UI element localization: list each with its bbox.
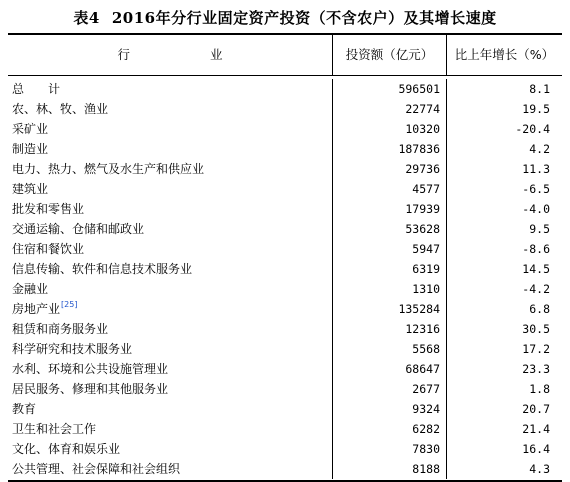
table-row xyxy=(8,239,562,259)
table-header-row xyxy=(8,35,562,76)
table-row xyxy=(8,179,562,199)
table-row xyxy=(8,199,562,219)
growth-cell: -4.0 xyxy=(522,202,550,216)
table-row xyxy=(8,459,562,479)
industry-name: 公共管理、社会保障和社会组织 xyxy=(12,462,181,476)
table-row xyxy=(8,79,562,99)
growth-cell: -20.4 xyxy=(515,122,550,136)
investment-cell: 187836 xyxy=(333,139,447,159)
investment-cell: 8188 xyxy=(333,459,447,479)
growth-cell: 23.3 xyxy=(522,362,550,376)
industry-cell xyxy=(8,419,333,439)
growth-cell: 19.5 xyxy=(522,102,550,116)
industry-cell xyxy=(8,119,333,139)
industry-cell xyxy=(8,79,333,99)
table-row xyxy=(8,419,562,439)
industry-cell xyxy=(8,159,333,179)
investment-cell: 17939 xyxy=(333,199,447,219)
table-number: 表4 xyxy=(73,9,100,27)
growth-cell: -8.6 xyxy=(522,242,550,256)
industry-cell xyxy=(8,299,333,319)
growth-cell: -6.5 xyxy=(522,182,550,196)
investment-cell: 9324 xyxy=(333,399,447,419)
industry-name: 总 计 xyxy=(12,82,61,96)
industry-name: 教育 xyxy=(12,402,37,416)
industry-name: 居民服务、修理和其他服务业 xyxy=(12,382,169,396)
industry-cell xyxy=(8,339,333,359)
growth-cell: 20.7 xyxy=(522,402,550,416)
industry-cell xyxy=(8,179,333,199)
industry-cell xyxy=(8,459,333,479)
industry-name: 房地产业 xyxy=(12,302,61,316)
table-row xyxy=(8,359,562,379)
industry-name: 建筑业 xyxy=(12,182,49,196)
investment-table xyxy=(8,33,562,482)
growth-cell: -4.2 xyxy=(522,282,550,296)
growth-cell: 21.4 xyxy=(522,422,550,436)
industry-cell xyxy=(8,239,333,259)
growth-cell: 9.5 xyxy=(529,222,550,236)
table-row xyxy=(8,219,562,239)
industry-name: 电力、热力、燃气及水生产和供应业 xyxy=(12,162,205,176)
growth-cell: 6.8 xyxy=(529,302,550,316)
header-investment: 投资额（亿元） xyxy=(333,35,447,75)
industry-name: 农、林、牧、渔业 xyxy=(12,102,109,116)
investment-cell: 68647 xyxy=(333,359,447,379)
table-title xyxy=(0,7,570,28)
table-row xyxy=(8,439,562,459)
investment-cell: 10320 xyxy=(333,119,447,139)
industry-cell xyxy=(8,279,333,299)
table-row xyxy=(8,159,562,179)
investment-cell: 12316 xyxy=(333,319,447,339)
table-title-text: 2016年分行业固定资产投资（不含农户）及其增长速度 xyxy=(111,9,497,27)
industry-name: 交通运输、仓储和邮政业 xyxy=(12,222,145,236)
investment-cell: 5568 xyxy=(333,339,447,359)
investment-cell: 53628 xyxy=(333,219,447,239)
growth-cell: 17.2 xyxy=(522,342,550,356)
table-row xyxy=(8,299,562,319)
industry-name: 科学研究和技术服务业 xyxy=(12,342,133,356)
header-industry: 行 业 xyxy=(8,35,333,75)
investment-cell: 6319 xyxy=(333,259,447,279)
growth-cell: 4.3 xyxy=(529,462,550,476)
investment-cell: 596501 xyxy=(333,79,447,99)
industry-cell xyxy=(8,319,333,339)
industry-cell xyxy=(8,379,333,399)
investment-cell: 2677 xyxy=(333,379,447,399)
growth-cell: 4.2 xyxy=(529,142,550,156)
industry-name: 采矿业 xyxy=(12,122,49,136)
industry-name: 金融业 xyxy=(12,282,49,296)
investment-cell: 22774 xyxy=(333,99,447,119)
industry-name: 租赁和商务服务业 xyxy=(12,322,109,336)
industry-cell xyxy=(8,199,333,219)
industry-name: 制造业 xyxy=(12,142,49,156)
industry-name: 住宿和餐饮业 xyxy=(12,242,85,256)
header-growth: 比上年增长（%） xyxy=(454,47,555,62)
investment-cell: 6282 xyxy=(333,419,447,439)
industry-name: 批发和零售业 xyxy=(12,202,85,216)
table-row xyxy=(8,279,562,299)
growth-cell: 16.4 xyxy=(522,442,550,456)
growth-cell: 8.1 xyxy=(529,82,550,96)
industry-name: 卫生和社会工作 xyxy=(12,422,97,436)
table-row xyxy=(8,379,562,399)
growth-cell: 30.5 xyxy=(522,322,550,336)
table-row xyxy=(8,259,562,279)
industry-cell xyxy=(8,219,333,239)
investment-cell: 29736 xyxy=(333,159,447,179)
industry-cell xyxy=(8,99,333,119)
industry-cell xyxy=(8,259,333,279)
footnote-link[interactable]: [25] xyxy=(61,300,78,309)
table-row xyxy=(8,399,562,419)
industry-name: 文化、体育和娱乐业 xyxy=(12,442,121,456)
table-body xyxy=(8,76,562,480)
table-row xyxy=(8,99,562,119)
growth-cell: 14.5 xyxy=(522,262,550,276)
growth-cell: 11.3 xyxy=(522,162,550,176)
industry-cell xyxy=(8,439,333,459)
table-row xyxy=(8,319,562,339)
growth-cell: 1.8 xyxy=(529,382,550,396)
industry-cell xyxy=(8,359,333,379)
investment-cell: 7830 xyxy=(333,439,447,459)
industry-name: 水利、环境和公共设施管理业 xyxy=(12,362,169,376)
investment-cell: 1310 xyxy=(333,279,447,299)
industry-cell xyxy=(8,139,333,159)
industry-name: 信息传输、软件和信息技术服务业 xyxy=(12,262,193,276)
table-row xyxy=(8,139,562,159)
industry-cell xyxy=(8,399,333,419)
investment-cell: 135284 xyxy=(333,299,447,319)
table-row xyxy=(8,119,562,139)
investment-cell: 4577 xyxy=(333,179,447,199)
investment-cell: 5947 xyxy=(333,239,447,259)
table-row xyxy=(8,339,562,359)
